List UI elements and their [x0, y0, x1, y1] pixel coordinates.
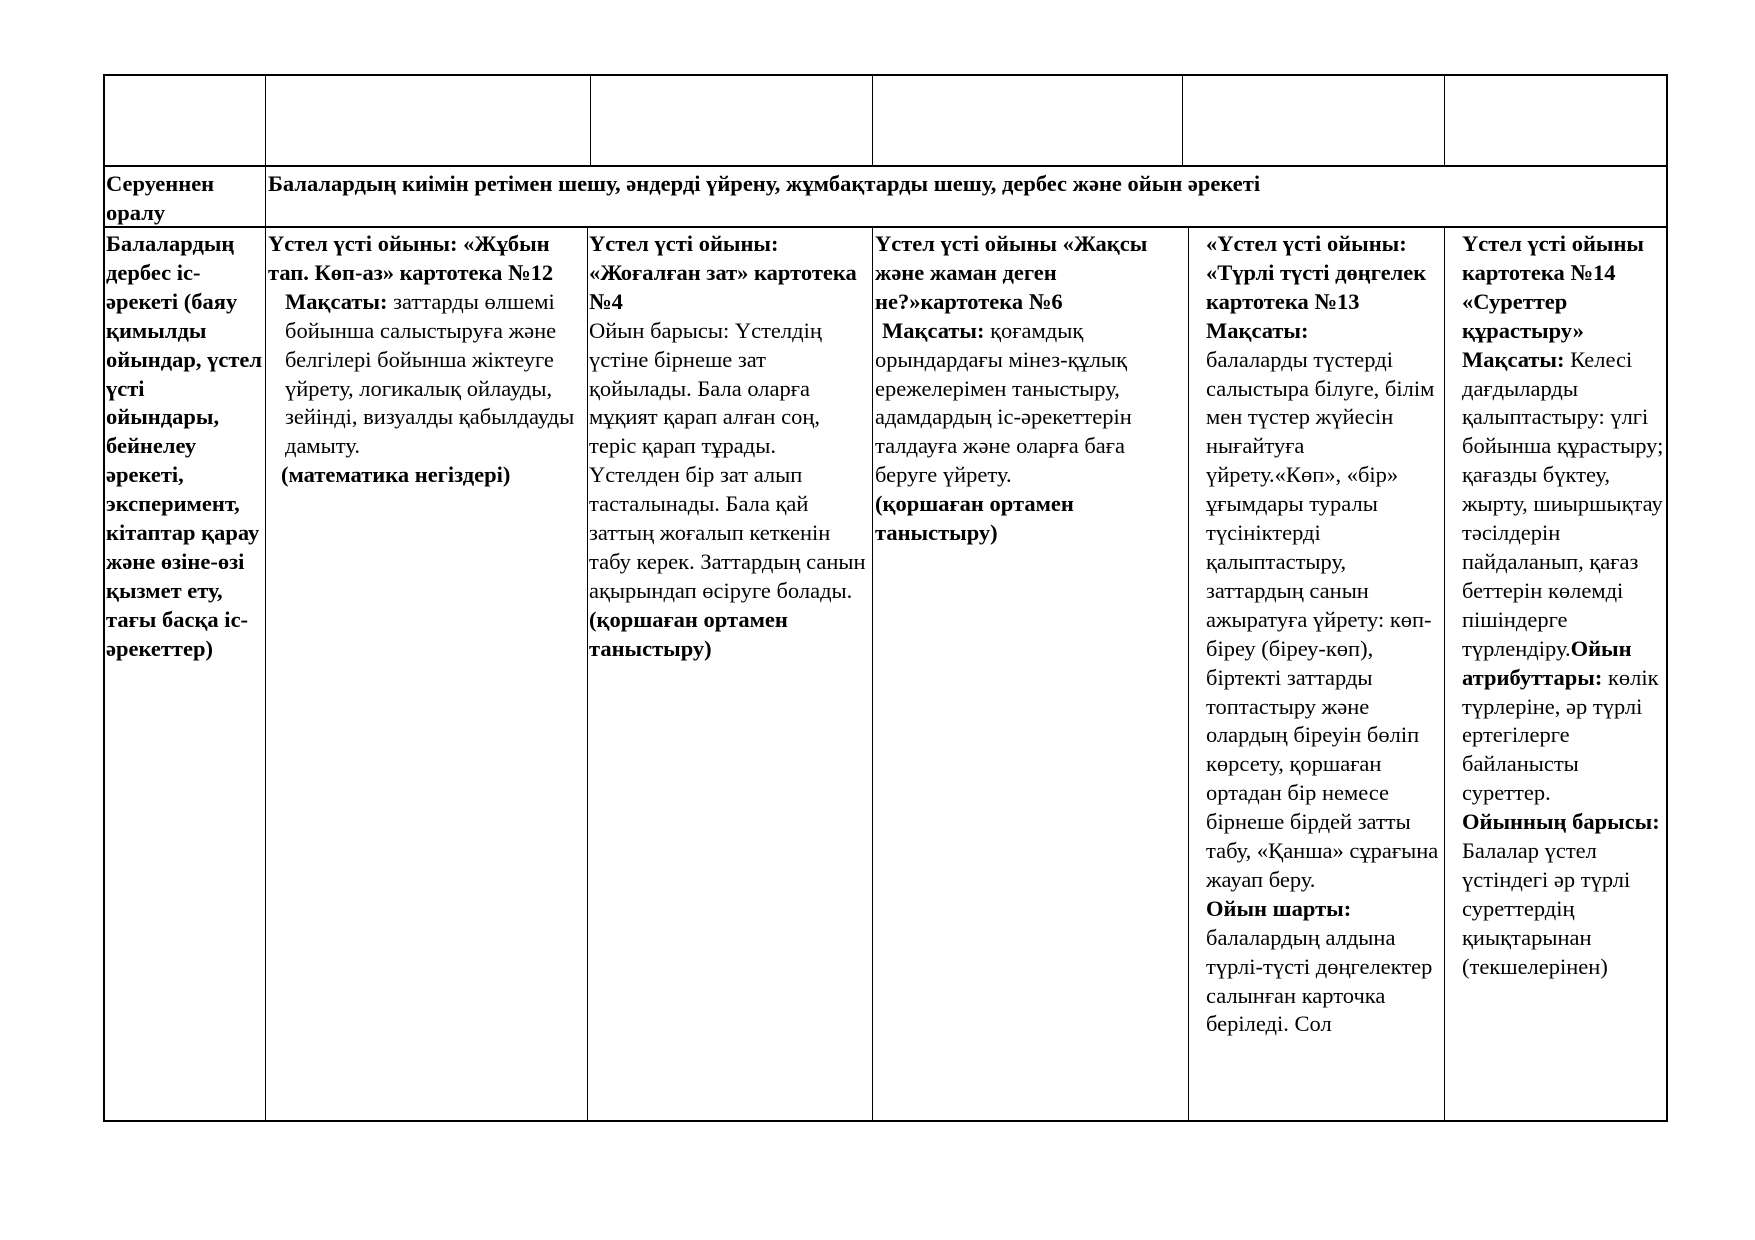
- game-description: Ойын барысы: Үстелдің үстіне бірнеше зат қойылады. Бала оларға мұқият қарап алған соң, теріс қарап тұрады. Үстелден бір зат алып тасталынады. Бала қай заттың жоғалып кеткенін табу керек. Заттардың санын ақырындап өсіруге болады.: [589, 317, 866, 603]
- game-title: Үстел үсті ойыны «Жақсы және жаман деген не?»картотека №6: [875, 231, 1148, 314]
- walk-return-description: Балалардың киімін ретімен шешу, әндерді үйрену, жұмбақтарды шешу, дербес және ойын әрекеті: [268, 171, 1261, 196]
- column-divider-4-top: [1182, 74, 1183, 166]
- column-divider-5-top: [1444, 74, 1445, 166]
- course-label: Ойынның барысы:: [1462, 809, 1660, 835]
- game-title: Үстел үсті ойыны: «Жоғалған зат» картотека №4: [589, 231, 857, 314]
- column-divider-1: [265, 74, 266, 1122]
- column-divider-2-top: [590, 74, 591, 166]
- table-border-top: [103, 74, 1668, 76]
- goal-text: Келесі дағдыларды қалыптастыру: үлгі бойынша құрастыру; қағазды бүктеу, жырту, шиыршықтау тәсілдерін пайдаланып, қағаз беттерін көлемді пішіндерге түрлендіру.: [1462, 346, 1664, 661]
- column-divider-3-top: [872, 74, 873, 166]
- goal-label: Мақсаты:: [285, 288, 388, 314]
- attributes-text: көлік түрлеріне, әр түрлі ертегілерге байланысты суреттер.: [1462, 664, 1659, 806]
- activity-cell-2: [589, 230, 869, 664]
- game-title: Үстел үсті ойыны картотека №14 «Суреттер құрастыру»: [1462, 231, 1644, 343]
- game-title: Үстел үсті ойыны: «Жұбын тап. Көп-аз» картотека №12: [268, 231, 554, 285]
- row-divider-2: [103, 226, 1668, 228]
- goal-text: заттарды өлшемі бойынша салыстыруға және белгілері бойынша жіктеуге үйрету, логикалық ойлауды, зейінді, визуалды қабылдауды дамыту.: [285, 288, 575, 459]
- activity-cell-4: [1206, 230, 1442, 1039]
- rule-text: балалардың алдына түрлі-түсті дөңгелектер салынған карточка беріледі. Сол: [1206, 924, 1433, 1037]
- row-label-independent-activity: Балалардың дербес іс-әрекеті (баяу қимылды ойындар, үстел үсті ойындары, бейнелеу әрекеті, эксперимент, кітаптар қарау және өзіне-өзі қызмет ету, тағы басқа іс-әрекеттер): [106, 231, 263, 661]
- attributes-label: Ойын атрибуттары:: [1462, 635, 1632, 690]
- column-divider-2: [587, 227, 588, 1122]
- goal-label: Мақсаты:: [1462, 346, 1565, 372]
- row-label-walk-return: Серуеннен оралу: [106, 171, 215, 225]
- goal-text: балаларды түстерді салыстыра білуге, білім мен түстер жүйесін нығайтуға үйрету.«Көп», «бір» ұғымдары туралы түсініктерді қалыптастыру, заттардың санын ажыратуға үйрету: көп-біреу (біреу-көп), біртекті заттарды топтастыру және олардың біреуін бөліп көрсету, қоршаған ортадан бір немесе бірнеше бірдей затты табу, «Қанша» сұрағына жауап беру.: [1206, 346, 1439, 892]
- subject-label: (қоршаған ортамен таныстыру): [589, 606, 788, 661]
- row-divider-1: [103, 165, 1668, 167]
- table-border-bottom: [103, 1120, 1668, 1122]
- activity-cell-1: [268, 230, 586, 490]
- goal-text: қоғамдық орындардағы мінез-құлық ережелерімен таныстыру, адамдардың іс-әрекеттерін талдауға және оларға баға беруге үйрету.: [875, 317, 1132, 488]
- goal-label: Мақсаты:: [1206, 317, 1309, 343]
- activity-cell-3: [875, 230, 1180, 548]
- course-text: Балалар үстел үстіндегі әр түрлі суреттердің қиықтарынан (текшелерінен): [1462, 838, 1631, 979]
- game-title: «Үстел үсті ойыны: «Түрлі түсті дөңгелек картотека №13: [1206, 231, 1427, 314]
- goal-label: Мақсаты:: [882, 317, 985, 343]
- rule-label: Ойын шарты:: [1206, 895, 1352, 921]
- subject-label: (қоршаған ортамен таныстыру): [875, 491, 1074, 546]
- column-divider-4: [1188, 227, 1189, 1122]
- column-divider-3: [872, 227, 873, 1122]
- column-divider-5: [1444, 227, 1445, 1122]
- activity-cell-5: [1462, 230, 1664, 982]
- subject-label: (математика негіздері): [281, 462, 511, 488]
- table-border-left: [103, 74, 105, 1122]
- table-border-right: [1666, 74, 1668, 1122]
